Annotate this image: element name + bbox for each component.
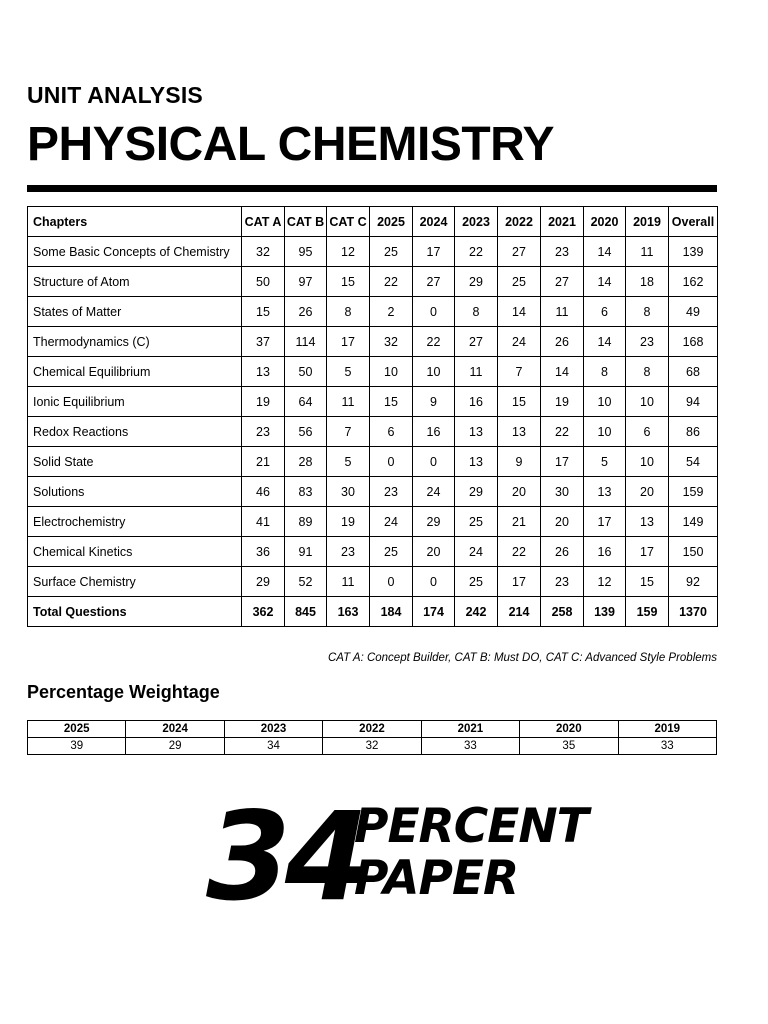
table-cell: 23 <box>541 567 584 597</box>
weightage-title: Percentage Weightage <box>27 682 220 702</box>
table-cell: 89 <box>285 507 327 537</box>
table-cell: 15 <box>370 387 413 417</box>
table-cell: 13 <box>498 417 541 447</box>
table-cell: 8 <box>584 357 626 387</box>
table-row <box>28 507 718 537</box>
title-divider <box>27 185 717 192</box>
table-cell: 32 <box>370 327 413 357</box>
table-cell: 15 <box>498 387 541 417</box>
table-cell: 54 <box>669 447 718 477</box>
table-cell: 362 <box>242 597 285 627</box>
total-row <box>28 597 718 627</box>
table-cell: 163 <box>327 597 370 627</box>
weightage-year-header: 2020 <box>520 721 618 738</box>
weightage-value-cell: 34 <box>224 738 322 755</box>
table-row <box>28 327 718 357</box>
column-header-2019: 2019 <box>626 207 669 237</box>
column-header-cat-c: CAT C <box>327 207 370 237</box>
table-cell: 0 <box>413 567 455 597</box>
table-row <box>28 297 718 327</box>
chapter-name-cell: Electrochemistry <box>28 507 242 537</box>
page-title: PHYSICAL CHEMISTRY <box>27 118 555 171</box>
table-cell: 14 <box>584 237 626 267</box>
table-cell: 10 <box>626 387 669 417</box>
table-cell: 64 <box>285 387 327 417</box>
table-cell: 8 <box>626 297 669 327</box>
chapter-name-cell: Structure of Atom <box>28 267 242 297</box>
chapter-name-cell: Solutions <box>28 477 242 507</box>
table-cell: 22 <box>498 537 541 567</box>
weightage-value-cell: 32 <box>323 738 421 755</box>
brand-number: 34 <box>206 786 364 928</box>
table-cell: 159 <box>669 477 718 507</box>
table-cell: 25 <box>498 267 541 297</box>
table-cell: 20 <box>498 477 541 507</box>
table-cell: 19 <box>242 387 285 417</box>
table-cell: 30 <box>327 477 370 507</box>
table-cell: 17 <box>327 327 370 357</box>
table-cell: 56 <box>285 417 327 447</box>
table-cell: 25 <box>455 567 498 597</box>
weightage-value-cell: 29 <box>126 738 224 755</box>
table-cell: 11 <box>626 237 669 267</box>
table-row <box>28 447 718 477</box>
chapter-name-cell: Solid State <box>28 447 242 477</box>
table-cell: 1370 <box>669 597 718 627</box>
table-cell: 50 <box>242 267 285 297</box>
chapter-name-cell: Redox Reactions <box>28 417 242 447</box>
table-cell: 25 <box>370 237 413 267</box>
table-cell: 13 <box>626 507 669 537</box>
table-cell: 27 <box>498 237 541 267</box>
weightage-table <box>27 720 717 755</box>
table-cell: 37 <box>242 327 285 357</box>
table-cell: 2 <box>370 297 413 327</box>
brand-word-paper: PAPER <box>354 851 519 906</box>
table-cell: 22 <box>413 327 455 357</box>
weightage-value-cell: 33 <box>421 738 519 755</box>
table-cell: 83 <box>285 477 327 507</box>
brand-word-percent: PERCENT <box>354 799 588 854</box>
table-header-row <box>28 207 718 237</box>
table-cell: 0 <box>413 297 455 327</box>
table-cell: 12 <box>584 567 626 597</box>
table-cell: 29 <box>455 477 498 507</box>
table-cell: 11 <box>327 387 370 417</box>
weightage-year-header: 2025 <box>28 721 126 738</box>
table-cell: 6 <box>584 297 626 327</box>
unit-analysis-subtitle: UNIT ANALYSIS <box>27 82 203 108</box>
table-cell: 18 <box>626 267 669 297</box>
table-cell: 24 <box>455 537 498 567</box>
table-cell: 149 <box>669 507 718 537</box>
chapter-name-cell: States of Matter <box>28 297 242 327</box>
table-cell: 25 <box>370 537 413 567</box>
table-cell: 23 <box>327 537 370 567</box>
table-cell: 32 <box>242 237 285 267</box>
table-cell: 49 <box>669 297 718 327</box>
table-cell: 159 <box>626 597 669 627</box>
table-cell: 11 <box>541 297 584 327</box>
table-cell: 17 <box>584 507 626 537</box>
table-cell: 27 <box>413 267 455 297</box>
table-cell: 174 <box>413 597 455 627</box>
weightage-year-header: 2022 <box>323 721 421 738</box>
table-cell: 14 <box>584 327 626 357</box>
table-cell: 11 <box>327 567 370 597</box>
table-cell: 29 <box>455 267 498 297</box>
table-cell: 114 <box>285 327 327 357</box>
table-cell: 22 <box>455 237 498 267</box>
table-cell: 19 <box>541 387 584 417</box>
table-cell: 150 <box>669 537 718 567</box>
weightage-year-header: 2019 <box>618 721 716 738</box>
table-cell: 139 <box>584 597 626 627</box>
table-cell: 28 <box>285 447 327 477</box>
table-cell: 10 <box>626 447 669 477</box>
table-cell: 11 <box>455 357 498 387</box>
table-cell: 17 <box>498 567 541 597</box>
table-row <box>28 417 718 447</box>
table-cell: 184 <box>370 597 413 627</box>
table-cell: 10 <box>370 357 413 387</box>
table-cell: 8 <box>626 357 669 387</box>
column-header-2020: 2020 <box>584 207 626 237</box>
table-cell: 23 <box>541 237 584 267</box>
weightage-year-header: 2024 <box>126 721 224 738</box>
table-cell: 21 <box>242 447 285 477</box>
table-cell: 214 <box>498 597 541 627</box>
weightage-value-cell: 35 <box>520 738 618 755</box>
table-cell: 9 <box>413 387 455 417</box>
table-row <box>28 387 718 417</box>
column-header-2023: 2023 <box>455 207 498 237</box>
table-cell: 50 <box>285 357 327 387</box>
table-cell: 94 <box>669 387 718 417</box>
table-row <box>28 357 718 387</box>
table-cell: 27 <box>455 327 498 357</box>
table-cell: 13 <box>455 417 498 447</box>
table-cell: 5 <box>327 447 370 477</box>
table-cell: 5 <box>327 357 370 387</box>
table-cell: 97 <box>285 267 327 297</box>
chapter-name-cell: Surface Chemistry <box>28 567 242 597</box>
table-cell: 86 <box>669 417 718 447</box>
table-cell: 13 <box>584 477 626 507</box>
weightage-year-header: 2023 <box>224 721 322 738</box>
table-cell: 24 <box>498 327 541 357</box>
table-cell: 36 <box>242 537 285 567</box>
table-cell: 25 <box>455 507 498 537</box>
table-cell: 68 <box>669 357 718 387</box>
chapter-name-cell: Chemical Equilibrium <box>28 357 242 387</box>
category-legend: CAT A: Concept Builder, CAT B: Must DO, CAT C: Advanced Style Problems <box>327 652 717 664</box>
weightage-years-row <box>28 721 717 738</box>
table-cell: 10 <box>584 387 626 417</box>
table-cell: 17 <box>541 447 584 477</box>
table-cell: 23 <box>242 417 285 447</box>
table-cell: 13 <box>455 447 498 477</box>
table-cell: 24 <box>413 477 455 507</box>
table-cell: 15 <box>242 297 285 327</box>
weightage-value-cell: 39 <box>28 738 126 755</box>
weightage-year-header: 2021 <box>421 721 519 738</box>
table-cell: 7 <box>327 417 370 447</box>
table-cell: 26 <box>541 327 584 357</box>
table-cell: 21 <box>498 507 541 537</box>
chapter-name-cell: Ionic Equilibrium <box>28 387 242 417</box>
table-cell: 0 <box>370 447 413 477</box>
table-cell: 0 <box>413 447 455 477</box>
brand-logo <box>206 786 588 928</box>
table-cell: 13 <box>242 357 285 387</box>
table-cell: 139 <box>669 237 718 267</box>
table-cell: 46 <box>242 477 285 507</box>
column-header-2024: 2024 <box>413 207 455 237</box>
table-cell: 168 <box>669 327 718 357</box>
table-cell: 29 <box>242 567 285 597</box>
table-row <box>28 537 718 567</box>
table-cell: 5 <box>584 447 626 477</box>
chapter-name-cell: Chemical Kinetics <box>28 537 242 567</box>
column-header-cat-a: CAT A <box>242 207 285 237</box>
table-cell: 16 <box>584 537 626 567</box>
table-cell: 12 <box>327 237 370 267</box>
table-cell: 52 <box>285 567 327 597</box>
table-cell: 27 <box>541 267 584 297</box>
column-header-cat-b: CAT B <box>285 207 327 237</box>
table-cell: 23 <box>626 327 669 357</box>
table-cell: 92 <box>669 567 718 597</box>
table-cell: 6 <box>370 417 413 447</box>
chapter-analysis-table <box>27 206 718 627</box>
table-cell: 258 <box>541 597 584 627</box>
table-cell: 20 <box>541 507 584 537</box>
table-cell: 41 <box>242 507 285 537</box>
table-cell: 8 <box>455 297 498 327</box>
table-row <box>28 477 718 507</box>
table-cell: 29 <box>413 507 455 537</box>
table-cell: 10 <box>584 417 626 447</box>
table-cell: 26 <box>541 537 584 567</box>
column-header-2021: 2021 <box>541 207 584 237</box>
table-cell: 95 <box>285 237 327 267</box>
weightage-value-cell: 33 <box>618 738 716 755</box>
column-header-2025: 2025 <box>370 207 413 237</box>
table-cell: 19 <box>327 507 370 537</box>
table-cell: 7 <box>498 357 541 387</box>
table-cell: 9 <box>498 447 541 477</box>
table-cell: 162 <box>669 267 718 297</box>
table-cell: 8 <box>327 297 370 327</box>
column-header-overall: Overall <box>669 207 718 237</box>
table-cell: 15 <box>327 267 370 297</box>
column-header-chapters: Chapters <box>28 207 242 237</box>
chapter-name-cell: Some Basic Concepts of Chemistry <box>28 237 242 267</box>
table-cell: 14 <box>584 267 626 297</box>
table-cell: 17 <box>413 237 455 267</box>
table-cell: 91 <box>285 537 327 567</box>
table-cell: 6 <box>626 417 669 447</box>
table-cell: 845 <box>285 597 327 627</box>
table-cell: 10 <box>413 357 455 387</box>
table-row <box>28 267 718 297</box>
chapter-name-cell: Total Questions <box>28 597 242 627</box>
table-cell: 17 <box>626 537 669 567</box>
table-row <box>28 237 718 267</box>
table-body <box>28 237 718 627</box>
table-cell: 14 <box>498 297 541 327</box>
table-cell: 242 <box>455 597 498 627</box>
table-cell: 14 <box>541 357 584 387</box>
table-cell: 30 <box>541 477 584 507</box>
table-row <box>28 567 718 597</box>
chapter-name-cell: Thermodynamics (C) <box>28 327 242 357</box>
table-cell: 20 <box>413 537 455 567</box>
weightage-values-row <box>28 738 717 755</box>
table-cell: 16 <box>455 387 498 417</box>
table-cell: 22 <box>541 417 584 447</box>
table-cell: 23 <box>370 477 413 507</box>
table-cell: 0 <box>370 567 413 597</box>
table-cell: 16 <box>413 417 455 447</box>
table-cell: 22 <box>370 267 413 297</box>
table-cell: 15 <box>626 567 669 597</box>
table-cell: 24 <box>370 507 413 537</box>
column-header-2022: 2022 <box>498 207 541 237</box>
table-cell: 20 <box>626 477 669 507</box>
table-cell: 26 <box>285 297 327 327</box>
